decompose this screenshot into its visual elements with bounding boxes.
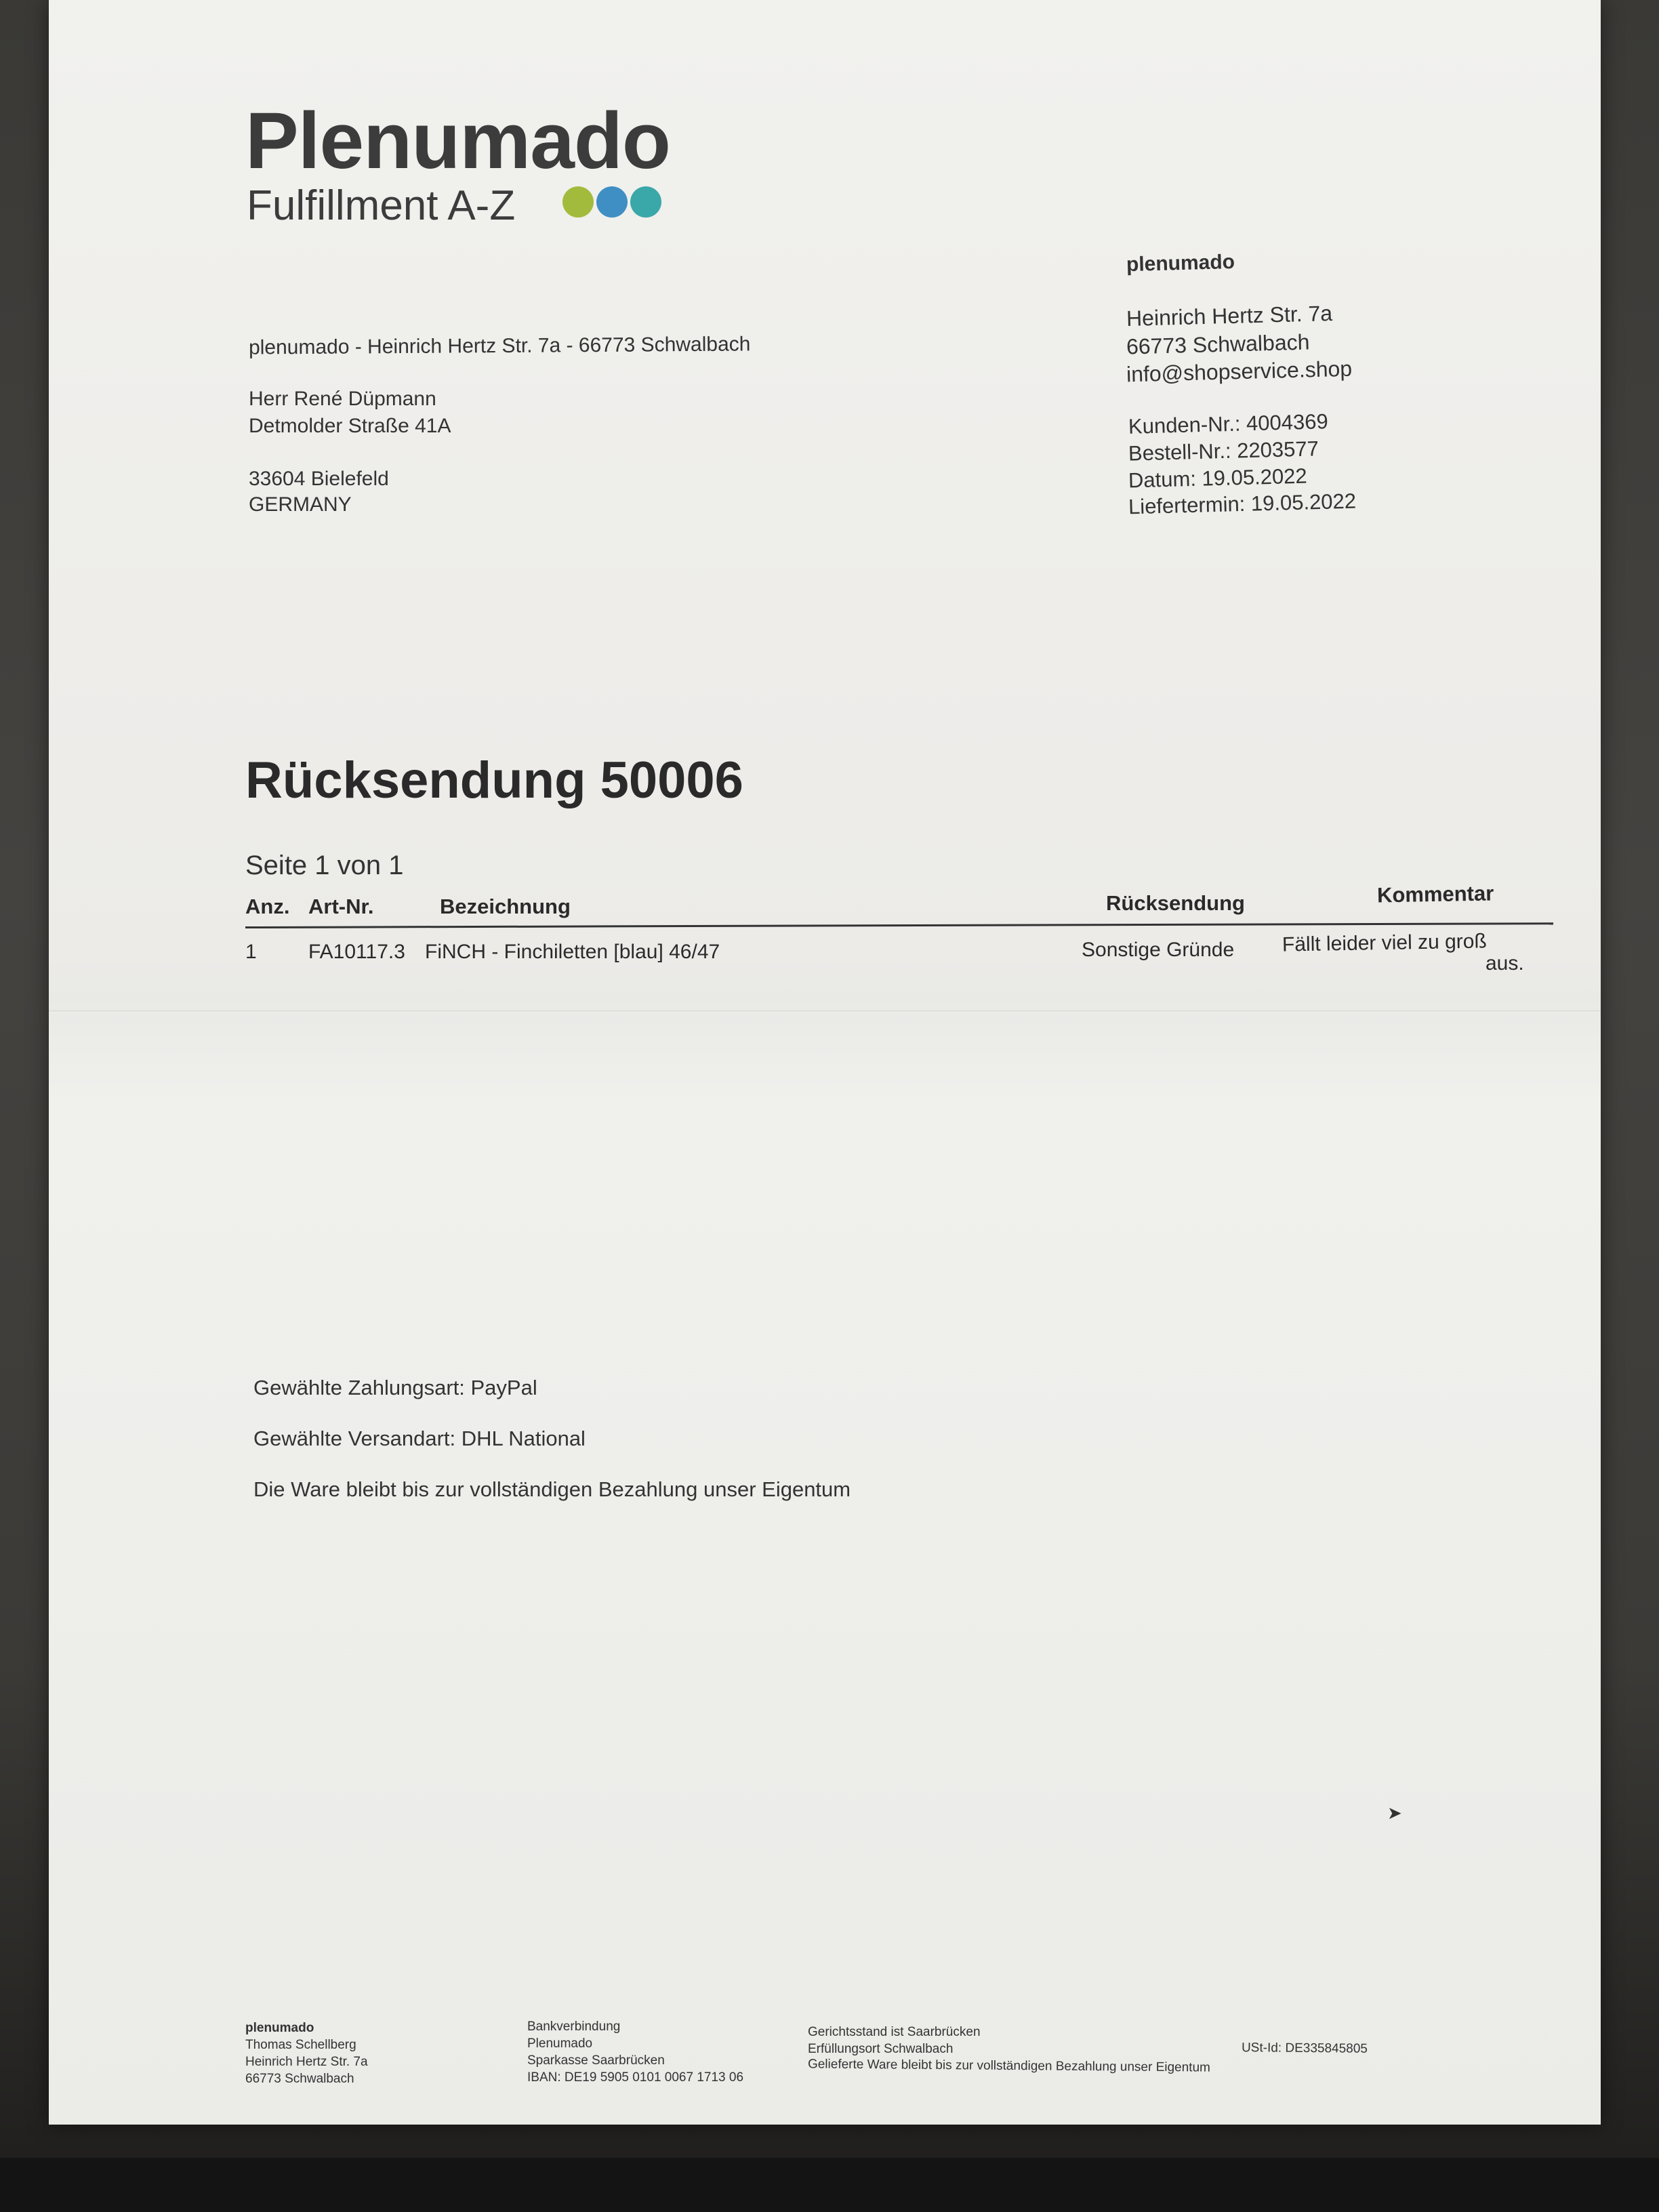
recipient-city: 33604 Bielefeld (249, 468, 389, 490)
footer-company-line3: 66773 Schwalbach (245, 2072, 354, 2086)
footer-company-line2: Heinrich Hertz Str. 7a (245, 2055, 368, 2069)
sender-line: plenumado - Heinrich Hertz Str. 7a - 66773 Schwalbach (248, 333, 751, 359)
company-email: info@shopservice.shop (1126, 356, 1353, 387)
paper-fold (49, 1010, 1601, 1012)
header-comment: Kommentar (1376, 881, 1494, 907)
pen-mark: ➤ (1387, 1803, 1402, 1823)
recipient-name: Herr René Düpmann (249, 388, 436, 410)
recipient-street: Detmolder Straße 41A (249, 415, 451, 437)
recipient-country: GERMANY (249, 493, 352, 516)
footer-company-line1: Thomas Schellberg (245, 2038, 356, 2052)
logo-dot-green (562, 186, 594, 218)
footer-company-title: plenumado (245, 2021, 314, 2035)
customer-number: Kunden-Nr.: 4004369 (1128, 409, 1329, 438)
footer-vat-id: USt-Id: DE335845805 (1241, 2041, 1368, 2056)
footer-legal-line1: Gerichtsstand ist Saarbrücken (808, 2025, 981, 2039)
row-return-reason: Sonstige Gründe (1082, 939, 1235, 961)
company-name: plenumado (1126, 250, 1235, 276)
delivery-date: Liefertermin: 19.05.2022 (1128, 489, 1357, 519)
row-comment-line1: Fällt leider viel zu groß (1282, 930, 1488, 956)
row-qty: 1 (245, 941, 257, 963)
payment-method: Gewählte Zahlungsart: PayPal (253, 1376, 537, 1399)
footer-bank-iban: IBAN: DE19 5905 0101 0067 1713 06 (527, 2070, 744, 2085)
header-return-reason: Rücksendung (1106, 891, 1245, 915)
logo-dots (562, 186, 661, 218)
footer-legal-line2: Erfüllungsort Schwalbach (808, 2042, 954, 2056)
header-article-no: Art-Nr. (308, 895, 374, 918)
company-logo-name: Plenumado (245, 96, 670, 186)
order-number: Bestell-Nr.: 2203577 (1128, 436, 1319, 466)
row-comment-line2: aus. (1486, 952, 1524, 975)
return-document (49, 0, 1601, 2125)
logo-dot-teal (630, 186, 661, 218)
document-date: Datum: 19.05.2022 (1128, 464, 1308, 493)
row-article-no: FA10117.3 (308, 941, 405, 963)
company-logo-tagline: Fulfillment A-Z (247, 182, 516, 229)
footer-bank-title: Bankverbindung (527, 2020, 621, 2034)
footer-legal-line3: Gelieferte Ware bleibt bis zur vollständigen Bezahlung unser Eigentum (807, 2057, 1210, 2075)
logo-dot-blue (596, 186, 628, 218)
header-qty: Anz. (245, 895, 290, 918)
company-city: 66773 Schwalbach (1126, 329, 1310, 359)
document-title: Rücksendung 50006 (245, 752, 743, 809)
footer-bank-line1: Plenumado (527, 2036, 593, 2051)
ownership-note: Die Ware bleibt bis zur vollständigen Bezahlung unser Eigentum (253, 1477, 851, 1501)
page-info: Seite 1 von 1 (245, 851, 404, 880)
footer-bank-line2: Sparkasse Saarbrücken (527, 2053, 665, 2068)
row-description: FiNCH - Finchiletten [blau] 46/47 (425, 941, 720, 963)
shipping-method: Gewählte Versandart: DHL National (253, 1427, 586, 1450)
header-description: Bezeichnung (440, 895, 571, 918)
table-header-rule (245, 922, 1553, 928)
company-street: Heinrich Hertz Str. 7a (1126, 301, 1333, 331)
